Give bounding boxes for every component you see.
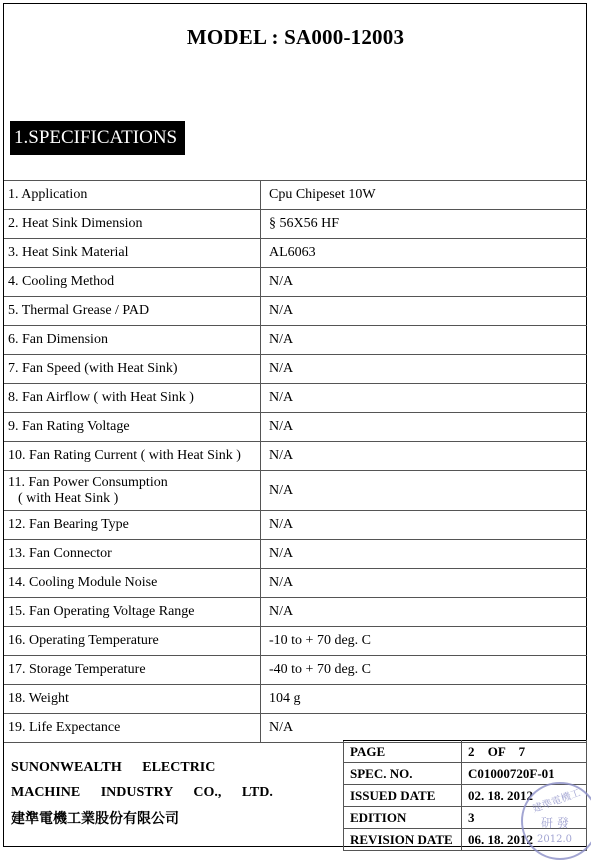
table-row bbox=[4, 598, 587, 627]
spec-label: 13. Fan Connector bbox=[4, 540, 261, 569]
issued-date-value: 02. 18. 2012 bbox=[462, 785, 587, 807]
table-row bbox=[4, 471, 587, 511]
spec-label: 8. Fan Airflow ( with Heat Sink ) bbox=[4, 384, 261, 413]
section-title: 1.SPECIFICATIONS bbox=[10, 121, 185, 155]
spec-value: 104 g bbox=[261, 685, 588, 714]
spec-label: 11. Fan Power Consumption bbox=[8, 474, 168, 490]
spec-label: 10. Fan Rating Current ( with Heat Sink ) bbox=[4, 442, 261, 471]
table-row bbox=[4, 355, 587, 384]
table-row bbox=[4, 181, 587, 210]
spec-label: 17. Storage Temperature bbox=[4, 656, 261, 685]
approval-stamp-icon bbox=[521, 782, 591, 860]
spec-value: N/A bbox=[261, 540, 588, 569]
spec-label: 5. Thermal Grease / PAD bbox=[4, 297, 261, 326]
table-row bbox=[4, 685, 587, 714]
spec-value: N/A bbox=[261, 714, 588, 743]
spec-value: N/A bbox=[261, 413, 588, 442]
table-row bbox=[4, 442, 587, 471]
company-name-chinese: 建準電機工業股份有限公司 bbox=[11, 811, 179, 827]
issued-date-label: ISSUED DATE bbox=[344, 785, 462, 807]
revision-date-value: 06. 18. 2012 bbox=[462, 829, 587, 851]
table-row bbox=[4, 297, 587, 326]
spec-label: 3. Heat Sink Material bbox=[4, 239, 261, 268]
spec-label: 7. Fan Speed (with Heat Sink) bbox=[4, 355, 261, 384]
stamp-text-mid: 研 發 bbox=[541, 816, 569, 830]
company-name-line1: SUNONWEALTH ELECTRIC bbox=[11, 760, 216, 775]
company-name-line2: MACHINE INDUSTRY CO., LTD. bbox=[11, 785, 273, 800]
company-block bbox=[4, 740, 343, 847]
spec-value: Cpu Chipeset 10W bbox=[261, 181, 588, 210]
spec-label: 15. Fan Operating Voltage Range bbox=[4, 598, 261, 627]
spec-label: 12. Fan Bearing Type bbox=[4, 511, 261, 540]
table-row bbox=[4, 540, 587, 569]
spec-label: 4. Cooling Method bbox=[4, 268, 261, 297]
spec-label: 1. Application bbox=[4, 181, 261, 210]
spec-label: 19. Life Expectance bbox=[4, 714, 261, 743]
page-value: 2 OF 7 bbox=[462, 741, 587, 763]
spec-value: N/A bbox=[261, 569, 588, 598]
spec-value: N/A bbox=[261, 384, 588, 413]
spec-label: 6. Fan Dimension bbox=[4, 326, 261, 355]
table-row bbox=[4, 239, 587, 268]
spec-label: 16. Operating Temperature bbox=[4, 627, 261, 656]
edition-label: EDITION bbox=[344, 807, 462, 829]
page-label: PAGE bbox=[344, 741, 462, 763]
spec-value: N/A bbox=[261, 511, 588, 540]
spec-value: N/A bbox=[261, 355, 588, 384]
table-row bbox=[4, 210, 587, 239]
table-row bbox=[344, 741, 587, 763]
table-row bbox=[4, 569, 587, 598]
spec-value: N/A bbox=[261, 268, 588, 297]
table-row bbox=[4, 413, 587, 442]
spec-no-value: C01000720F-01 bbox=[462, 763, 587, 785]
spec-no-label: SPEC. NO. bbox=[344, 763, 462, 785]
spec-value: § 56X56 HF bbox=[261, 210, 588, 239]
table-row bbox=[4, 326, 587, 355]
spec-value: -40 to + 70 deg. C bbox=[261, 656, 588, 685]
table-row bbox=[4, 268, 587, 297]
table-row bbox=[4, 627, 587, 656]
table-row bbox=[4, 714, 587, 743]
table-row bbox=[4, 384, 587, 413]
spec-value: AL6063 bbox=[261, 239, 588, 268]
spec-label: 18. Weight bbox=[4, 685, 261, 714]
spec-value: N/A bbox=[261, 326, 588, 355]
spec-label-multiline bbox=[4, 471, 261, 511]
stamp-text-bottom: 2012.0 bbox=[537, 834, 572, 845]
spec-label: 2. Heat Sink Dimension bbox=[4, 210, 261, 239]
spec-value: N/A bbox=[261, 297, 588, 326]
edition-value: 3 bbox=[462, 807, 587, 829]
spec-value: N/A bbox=[261, 442, 588, 471]
spec-value: -10 to + 70 deg. C bbox=[261, 627, 588, 656]
spec-label: 14. Cooling Module Noise bbox=[4, 569, 261, 598]
table-row bbox=[4, 656, 587, 685]
spec-value: N/A bbox=[261, 471, 588, 511]
table-row bbox=[344, 763, 587, 785]
stamp-text-top: 建準電機工 bbox=[531, 787, 583, 816]
revision-date-label: REVISION DATE bbox=[344, 829, 462, 851]
spec-label: 9. Fan Rating Voltage bbox=[4, 413, 261, 442]
spec-table bbox=[4, 180, 587, 743]
spec-value: N/A bbox=[261, 598, 588, 627]
spec-label-continued: ( with Heat Sink ) bbox=[18, 490, 119, 506]
table-row bbox=[4, 511, 587, 540]
model-title: MODEL : SA000-12003 bbox=[186, 25, 405, 49]
